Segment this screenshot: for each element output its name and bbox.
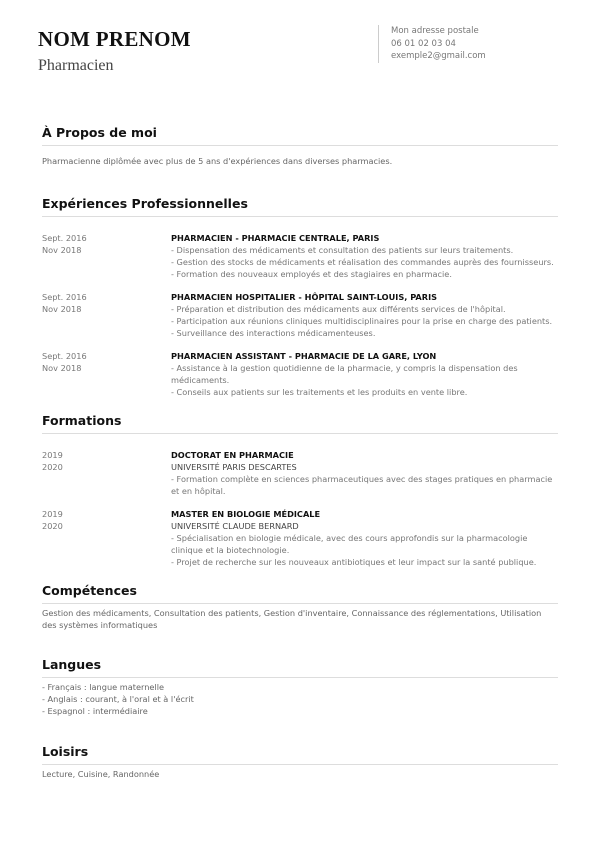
- contact-block: [378, 25, 486, 63]
- contact-email: exemple2@gmail.com: [391, 51, 486, 61]
- section-experience: [42, 196, 558, 398]
- candidate-name: NOM PRENOM: [38, 27, 191, 51]
- entry-title: PHARMACIEN - PHARMACIE CENTRALE, PARIS: [171, 233, 380, 243]
- entry-title: PHARMACIEN ASSISTANT - PHARMACIE DE LA GARE, LYON: [171, 351, 437, 361]
- date-start: 2019: [42, 450, 63, 460]
- entry-bullet: - Spécialisation en biologie médicale, avec des cours approfondis sur la pharmacologie clinique et la biotechnologie.: [171, 533, 528, 555]
- experience-entry: [42, 350, 558, 398]
- entry-dates: [42, 291, 162, 315]
- entry-dates: [42, 232, 162, 256]
- section-title-experience: Expériences Professionnelles: [42, 196, 558, 217]
- entry-title: DOCTORAT EN PHARMACIE: [171, 450, 294, 460]
- entry-bullet: - Surveillance des interactions médicamenteuses.: [171, 328, 376, 338]
- date-end: Nov 2018: [42, 245, 82, 255]
- entry-school: UNIVERSITÉ CLAUDE BERNARD: [171, 521, 299, 531]
- language-item: - Espagnol : intermédiaire: [42, 706, 148, 716]
- job-title: Pharmacien: [38, 57, 114, 74]
- entry-bullet: - Gestion des stocks de médicaments et réalisation des commandes auprès des fournisseurs.: [171, 257, 554, 267]
- date-start: Sept. 2016: [42, 351, 87, 361]
- date-end: Nov 2018: [42, 363, 82, 373]
- experience-entry: [42, 232, 558, 280]
- section-skills: [42, 583, 558, 631]
- section-languages: [42, 657, 558, 717]
- date-end: 2020: [42, 462, 63, 472]
- skills-text: Gestion des médicaments, Consultation des patients, Gestion d'inventaire, Connaissance des réglementations, Utilisation des systèmes informatiques: [42, 608, 542, 630]
- entry-bullet: - Participation aux réunions cliniques multidisciplinaires pour la prise en charge des patients.: [171, 316, 553, 326]
- entry-bullet: - Préparation et distribution des médicaments aux différents services de l'hôpital.: [171, 304, 506, 314]
- education-entry: [42, 508, 558, 568]
- entry-bullet: - Dispensation des médicaments et consultation des patients sur leurs traitements.: [171, 245, 514, 255]
- contact-address: Mon adresse postale: [391, 26, 479, 36]
- section-title-about: À Propos de moi: [42, 125, 558, 146]
- resume-header: [0, 0, 600, 110]
- entry-bullet: - Formation des nouveaux employés et des stagiaires en pharmacie.: [171, 269, 452, 279]
- entry-bullet: - Projet de recherche sur les nouveaux antibiotiques et leur impact sur la santé publique.: [171, 557, 537, 567]
- entry-dates: [42, 350, 162, 374]
- entry-dates: [42, 508, 162, 532]
- entry-bullet: - Assistance à la gestion quotidienne de la pharmacie, y compris la dispensation des médicaments.: [171, 363, 518, 385]
- entry-dates: [42, 449, 162, 473]
- about-text: Pharmacienne diplômée avec plus de 5 ans d'expériences dans diverses pharmacies.: [42, 156, 393, 166]
- section-title-languages: Langues: [42, 657, 558, 678]
- entry-bullet: - Conseils aux patients sur les traitements et les produits en vente libre.: [171, 387, 468, 397]
- date-start: 2019: [42, 509, 63, 519]
- section-hobbies: [42, 744, 558, 780]
- education-entry: [42, 449, 558, 497]
- section-title-hobbies: Loisirs: [42, 744, 558, 765]
- entry-title: MASTER EN BIOLOGIE MÉDICALE: [171, 509, 321, 519]
- date-end: Nov 2018: [42, 304, 82, 314]
- date-start: Sept. 2016: [42, 233, 87, 243]
- language-item: - Anglais : courant, à l'oral et à l'écrit: [42, 694, 194, 704]
- hobbies-text: Lecture, Cuisine, Randonnée: [42, 769, 160, 779]
- entry-bullet: - Formation complète en sciences pharmaceutiques avec des stages pratiques en pharmacie et en hôpital.: [171, 474, 553, 496]
- experience-entry: [42, 291, 558, 339]
- contact-phone: 06 01 02 03 04: [391, 38, 456, 49]
- section-education: [42, 413, 558, 568]
- section-title-education: Formations: [42, 413, 558, 434]
- section-about: [42, 125, 558, 167]
- entry-title: PHARMACIEN HOSPITALIER - HÔPITAL SAINT-LOUIS, PARIS: [171, 292, 438, 302]
- date-end: 2020: [42, 521, 63, 531]
- date-start: Sept. 2016: [42, 292, 87, 302]
- section-title-skills: Compétences: [42, 583, 558, 604]
- language-item: - Français : langue maternelle: [42, 682, 165, 692]
- entry-school: UNIVERSITÉ PARIS DESCARTES: [171, 462, 297, 472]
